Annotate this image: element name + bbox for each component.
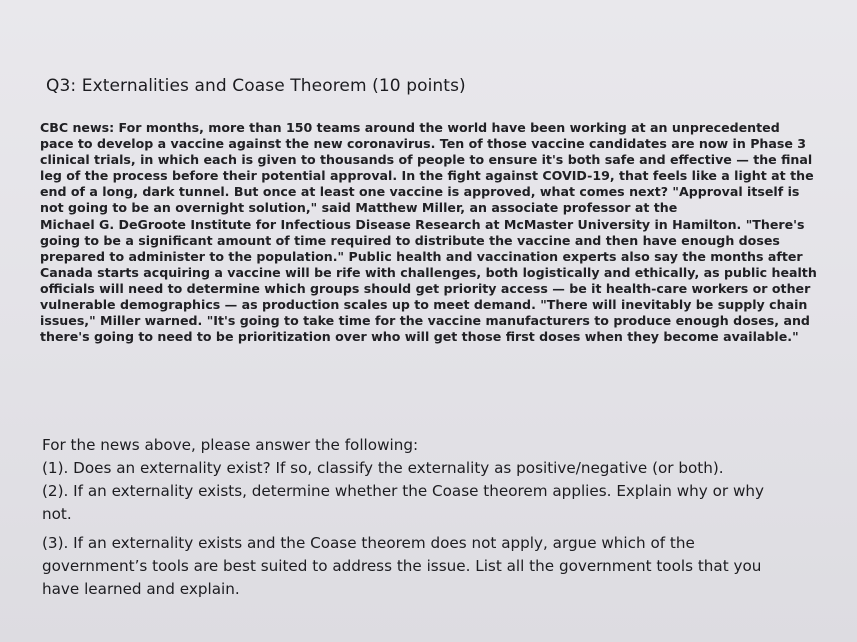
article-line: CBC news: For months, more than 150 teams around the world have been working at an unprecedented <box>40 120 780 135</box>
prompt-question-3-end: have learned and explain. <box>42 580 240 598</box>
article-line: leg of the process before their potential approval. In the fight against COVID-19, that feels like a light at the <box>40 168 814 184</box>
article-line: Michael G. DeGroote Institute for Infectious Disease Research at McMaster University in Hamilton. "There's <box>40 216 805 232</box>
article-line: vulnerable demographics — as production scales up to meet demand. "There will inevitably be supply chain <box>40 297 808 313</box>
article-line: going to be a significant amount of time required to distribute the vaccine and then have enough doses <box>40 232 780 248</box>
prompt-question-3: (3). If an externality exists and the Coase theorem does not apply, argue which of the <box>42 534 695 552</box>
question-title: Q3: Externalities and Coase Theorem (10 points) <box>46 76 466 96</box>
article-line: there's going to need to be prioritization over who will get those first doses when they become available." <box>40 329 799 345</box>
prompt-question-3-cont: government’s tools are best suited to address the issue. List all the government tools that you <box>42 557 762 575</box>
article-line: issues," Miller warned. "It's going to take time for the vaccine manufacturers to produce enough doses, and <box>40 313 810 329</box>
question-prompts <box>42 434 832 601</box>
article-line: officials will need to determine which groups should get priority access — be it health-care workers or other <box>40 280 811 296</box>
prompt-question-1: (1). Does an externality exist? If so, classify the externality as positive/negative (or both). <box>42 459 724 477</box>
article-line: clinical trials, in which each is given to thousands of people to ensure it's both safe and effective — the final <box>40 152 813 168</box>
prompt-question-2-cont: not. <box>42 505 72 523</box>
prompt-question-2: (2). If an externality exists, determine whether the Coase theorem applies. Explain why or why <box>42 482 764 500</box>
prompt-intro: For the news above, please answer the following: <box>42 436 419 454</box>
article-line: not going to be an overnight solution," said Matthew Miller, an associate professor at the <box>40 200 678 216</box>
article-line: pace to develop a vaccine against the new coronavirus. Ten of those vaccine candidates are now in Phase 3 <box>40 136 807 152</box>
article-line: prepared to administer to the population." Public health and vaccination experts also say the months after <box>40 248 803 264</box>
article-line: Canada starts acquiring a vaccine will be rife with challenges, both logistically and ethically, as public health <box>40 264 817 280</box>
news-article <box>40 120 817 345</box>
article-line: end of a long, dark tunnel. But once at least one vaccine is approved, what comes next? "Approval itself is <box>40 184 800 200</box>
